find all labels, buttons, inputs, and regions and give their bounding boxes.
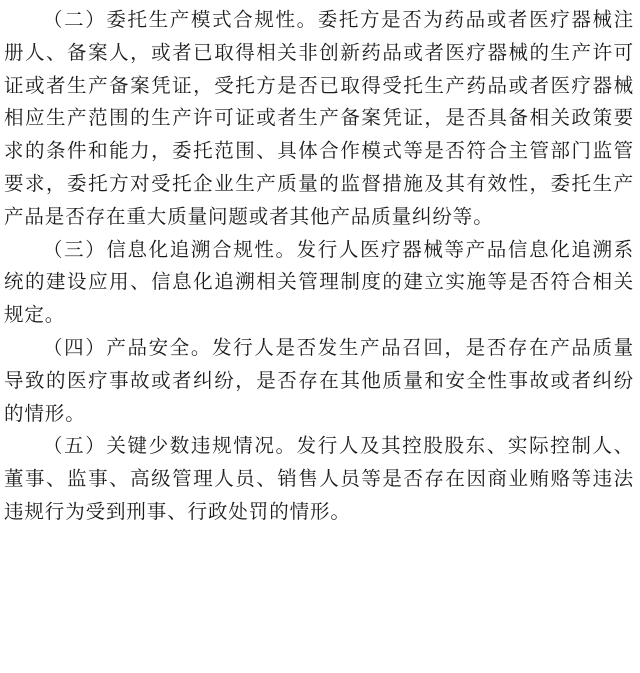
paragraph-product-safety: （四）产品安全。发行人是否发生产品召回，是否存在产品质量导致的医疗事故或者纠纷，是否存在其他质量和安全性事故或者纠纷的情形。 — [4, 335, 634, 425]
paragraph-key-minority-violations: （五）关键少数违规情况。发行人及其控股股东、实际控制人、董事、监事、高级管理人员、销售人员等是否存在因商业贿赂等违法违规行为受到刑事、行政处罚的情形。 — [4, 434, 634, 523]
paragraph-entrusted-production-compliance: （二）委托生产模式合规性。委托方是否为药品或者医疗器械注册人、备案人，或者已取得相关非创新药品或者医疗器械的生产许可证或者生产备案凭证，受托方是否已取得受托生产药品或者医疗器械相应生产范围的生产许可证或者生产备案凭证，是否具备相关政策要求的条件和能力，委托范围、具体合作模式等是否符合主管部门监管要求，委托方对受托企业生产质量的监督措施及其有效性，委托生产产品是否存在重大质量问题或者其他产品质量纠纷等。 — [4, 8, 634, 228]
paragraph-traceability-compliance: （三）信息化追溯合规性。发行人医疗器械等产品信息化追溯系统的建设应用、信息化追溯相关管理制度的建立实施等是否符合相关规定。 — [4, 237, 634, 327]
